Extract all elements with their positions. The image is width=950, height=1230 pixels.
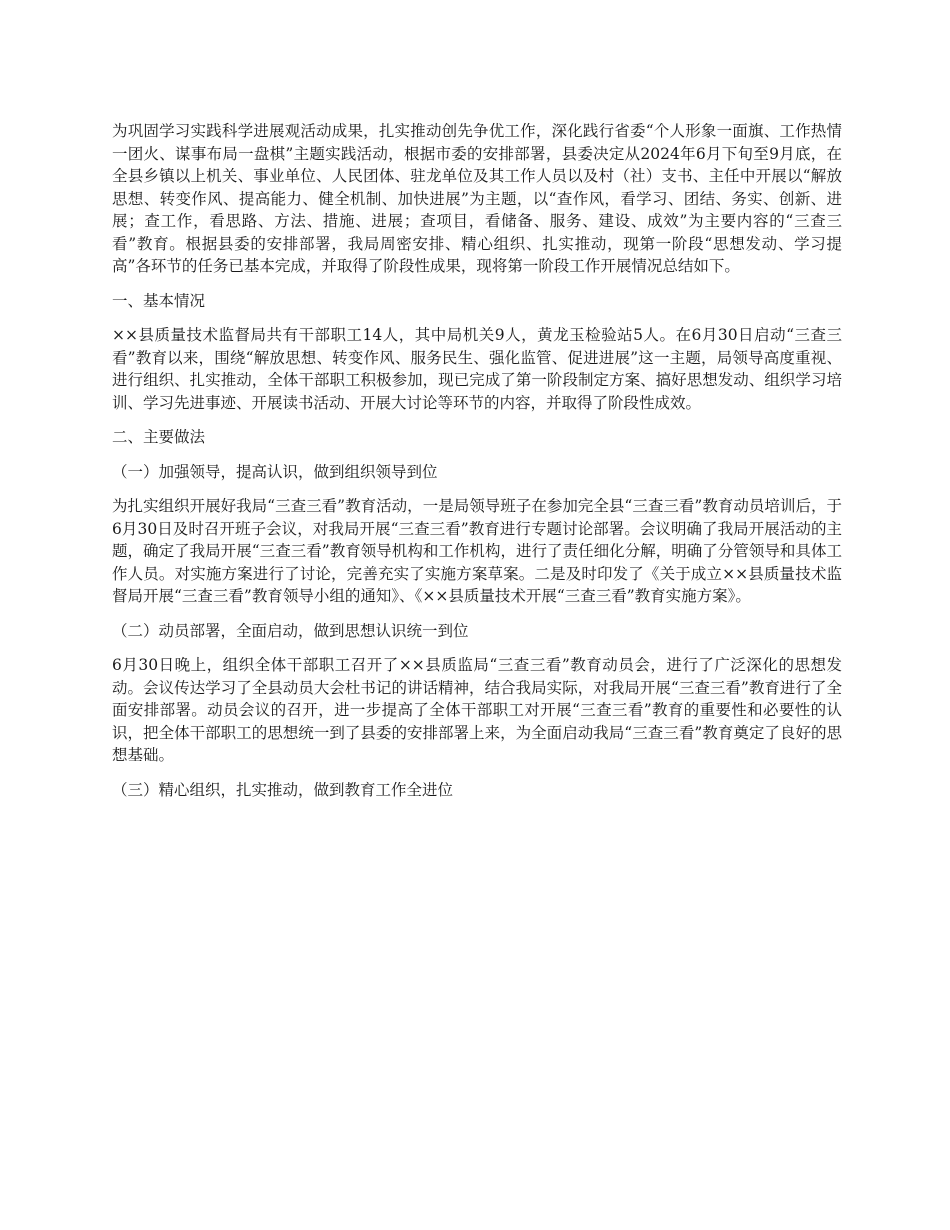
- section-heading-main-practices: 二、主要做法: [112, 428, 206, 446]
- basic-situation-paragraph: ××县质量技术监督局共有干部职工14人，其中局机关9人，黄龙玉检验站5人。在6月30日启动“三查三看”教育以来，围绕“解放思想、转变作风、服务民生、强化监管、促进进展”这一主题，局领导高度重视、进行组织、扎实推动，全体干部职工积极参加，现已完成了第一阶段制定方案、搞好思想发动、组织学习培训、学习先进事迹、开展读书活动、开展大讨论等环节的内容，并取得了阶段性成效。: [112, 326, 842, 412]
- mobilization-paragraph: 6月30日晚上，组织全体干部职工召开了××县质监局“三查三看”教育动员会，进行了广泛深化的思想发动。会议传达学习了全县动员大会杜书记的讲话精神，结合我局实际，对我局开展“三查三看”教育进行了全面安排部署。动员会议的召开，进一步提高了全体干部职工对开展“三查三看”教育的重要性和必要性的认识，把全体干部职工的思想统一到了县委的安排部署上来，为全面启动我局“三查三看”教育奠定了良好的思想基础。: [112, 656, 842, 764]
- subheading-organization: （三）精心组织，扎实推动，做到教育工作全进位: [112, 780, 454, 799]
- intro-paragraph: 为巩固学习实践科学进展观活动成果，扎实推动创先争优工作，深化践行省委“个人形象一面旗、工作热情一团火、谋事布局一盘棋”主题实践活动，根据市委的安排部署，县委决定从2024年6月下旬至9月底，在全县乡镇以上机关、事业单位、人民团体、驻龙单位及其工作人员以及村（社）支书、主任中开展以“解放思想、转变作风、提高能力、健全机制、加快进展”为主题，以“查作风，看学习、团结、务实、创新、进展；查工作，看思路、方法、措施、进展；查项目，看储备、服务、建设、成效”为主要内容的“三查三看”教育。根据县委的安排部署，我局周密安排、精心组织、扎实推动，现第一阶段“思想发动、学习提高”各环节的任务已基本完成，并取得了阶段性成果，现将第一阶段工作开展情况总结如下。: [112, 122, 842, 275]
- subheading-leadership: （一）加强领导，提高认识，做到组织领导到位: [112, 462, 438, 481]
- leadership-paragraph: 为扎实组织开展好我局“三查三看”教育活动，一是局领导班子在参加完全县“三查三看”教育动员培训后，于6月30日及时召开班子会议，对我局开展“三查三看”教育进行专题讨论部署。会议明确了我局开展活动的主题，确定了我局开展“三查三看”教育领导机构和工作机构，进行了责任细化分解，明确了分管领导和具体工作人员。对实施方案进行了讨论，完善充实了实施方案草案。二是及时印发了《关于成立××县质量技术监督局开展“三查三看”教育领导小组的通知》、《××县质量技术开展“三查三看”教育实施方案》。: [112, 497, 842, 605]
- subheading-mobilization: （二）动员部署，全面启动，做到思想认识统一到位: [112, 621, 469, 640]
- document-page: [112, 120, 842, 813]
- section-heading-basic-situation: 一、基本情况: [112, 291, 206, 310]
